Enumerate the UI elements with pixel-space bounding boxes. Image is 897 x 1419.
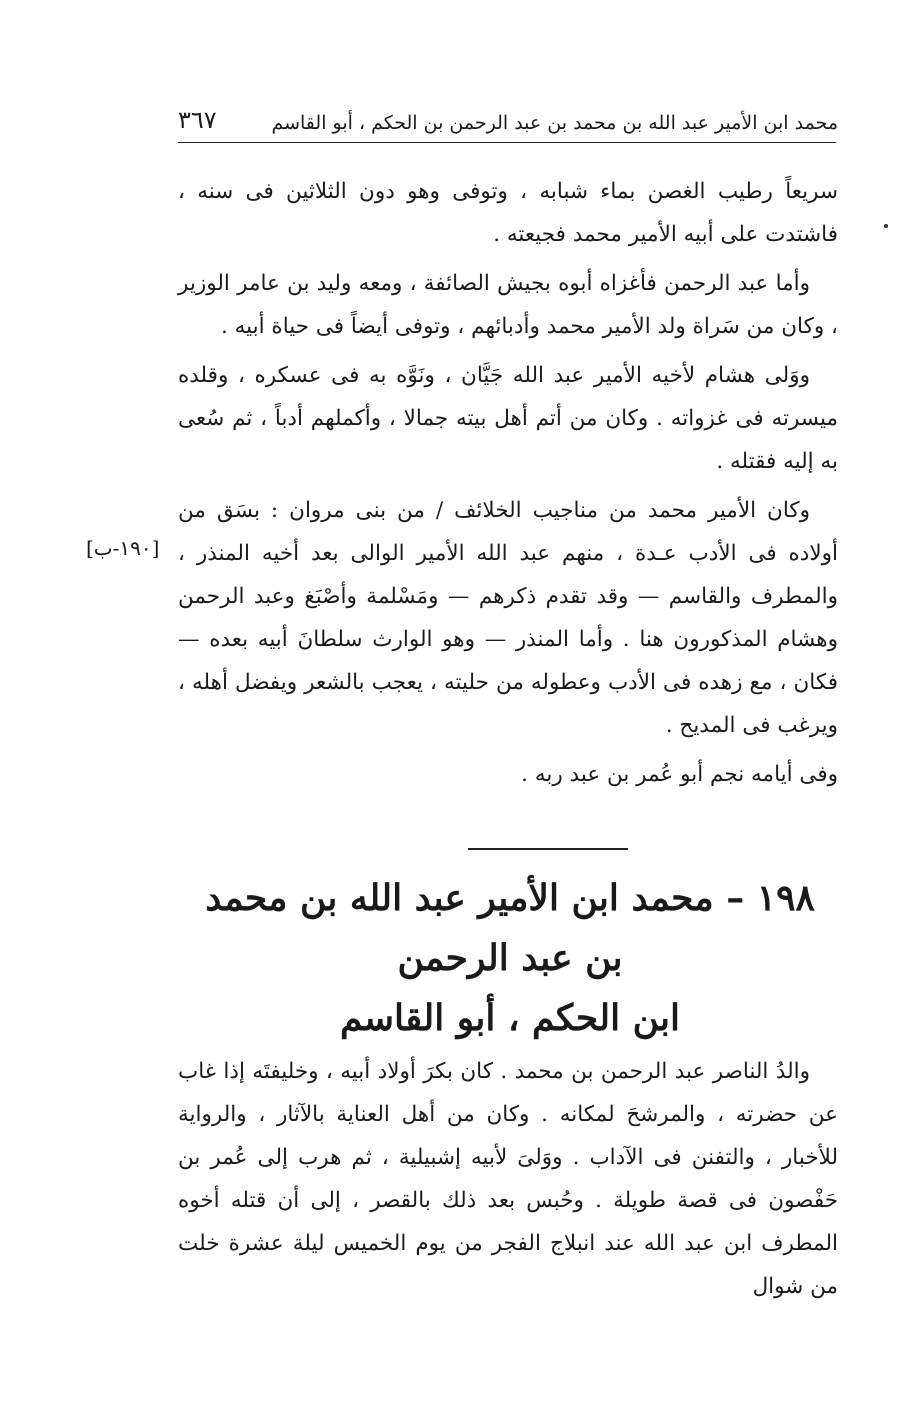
paragraph: والدُ الناصر عبد الرحمن بن محمد . كان بكرَ أولاد أبيه ، وخليفتَه إذا غاب عن حضرته ، والمرشحَ لمكانه . وكان من أهل العناية بالآثار ، والرواية للأخبار ، والتفنن فى الآداب . ووَلىَ لأبيه إشبيلية ، ثم هرب إلى عُمر بن حَفْصون فى قصة طويلة . وحُبس بعد ذلك بالقصر ، إلى أن قتله أخوه المطرف ابن عبد الله عند انبلاج الفجر من يوم الخميس ليلة عشرة خلت من شوال (178, 1059, 838, 1299)
page-number: ٣٦٧ (178, 106, 217, 134)
section-divider (468, 848, 628, 850)
running-title: محمد ابن الأمير عبد الله بن محمد بن عبد الرحمن بن الحكم ، أبو القاسم (271, 112, 838, 134)
paragraph: وكان الأمير محمد من مناجيب الخلائف / من بنى مروان : بسَق من أولاده فى الأدب عـدة ، منهم عبد الله الأمير الوالى بعد أخيه المنذر ، والمطرف والقاسم — وقد تقدم ذكرهم — ومَسْلمة وأصْبَغ وعبد الرحمن وهشام المذكورون هنا . وأما المنذر — وهو الوارث سلطانَ أبيه بعده — فكان ، مع زهده فى الأدب وعطوله من حليته ، يعجب بالشعر ويفضل أهله ، ويرغب فى المديح . (178, 498, 838, 738)
page-header (178, 100, 838, 134)
paragraph: ووَلى هشام لأخيه الأمير عبد الله جَيَّان ، ونَوَّه به فى عسكره ، وقلده ميسرته فى غزواته . وكان من أتم أهل بيته جمالا ، وأكملهم أدباً ، ثم سُعى به إليه فقتله . (178, 363, 838, 474)
paragraph: سريعاً رطيب الغصن بماء شبابه ، وتوفى وهو دون الثلاثين فى سنه ، فاشتدت على أبيه الأمير محمد فجيعته . (178, 179, 838, 247)
header-rule (178, 142, 836, 143)
main-text (178, 170, 838, 802)
biography-heading (190, 868, 830, 1048)
manuscript-folio-note: [١٩٠-ب] (86, 536, 160, 560)
biography-heading-line: ١٩٨ – محمد ابن الأمير عبد الله بن محمد بن عبد الرحمن (205, 877, 815, 979)
biography-text (178, 1050, 838, 1314)
paragraph: وأما عبد الرحمن فأغزاه أبوه بجيش الصائفة ، ومعه وليد بن عامر الوزير ، وكان من سَراة ولد الأمير محمد وأدبائهم ، وتوفى أيضاً فى حياة أبيه . (178, 271, 838, 339)
biography-heading-line: ابن الحكم ، أبو القاسم (339, 997, 681, 1039)
ink-dot (884, 224, 888, 228)
paragraph: وفى أيامه نجم أبو عُمر بن عبد ربه . (521, 762, 838, 787)
